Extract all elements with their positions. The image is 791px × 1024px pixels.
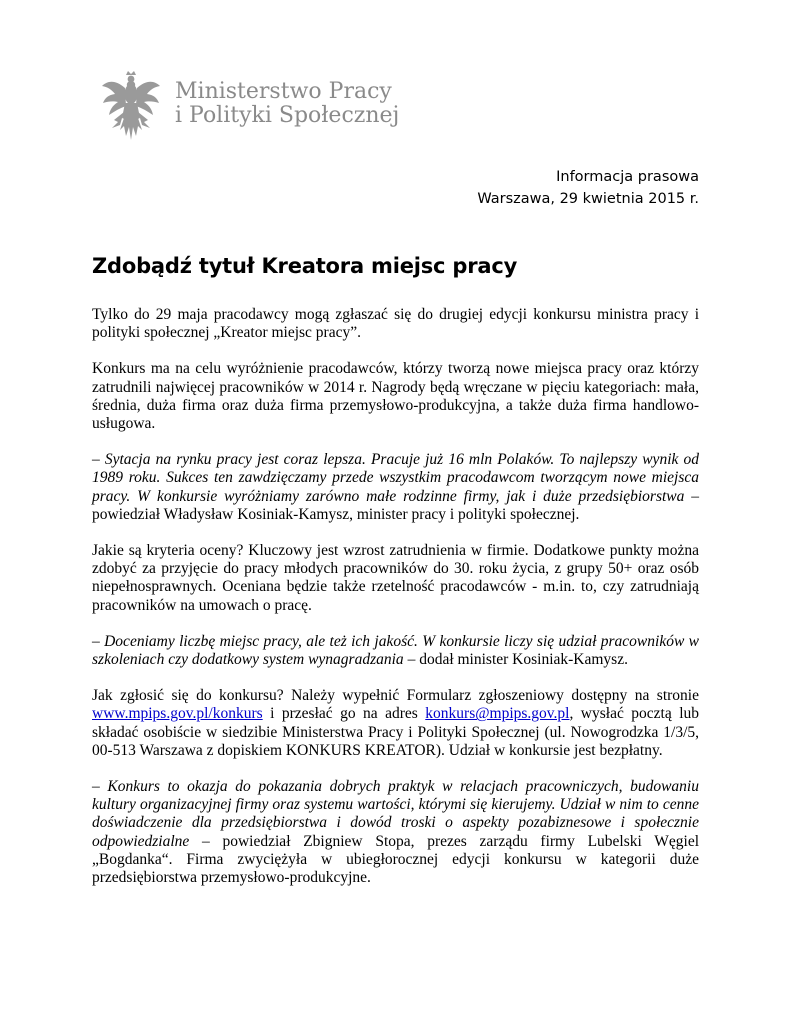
contest-url-link[interactable]: www.mpips.gov.pl/konkurs bbox=[92, 705, 263, 723]
document-type: Informacja prasowa bbox=[556, 169, 699, 185]
quote-attribution: – powiedział Zbigniew Stopa, prezes zarządu firmy Lubelski Węgiel „Bogdanka“. Firma zwyciężyła w ubiegłorocznej edycji konkursu w kategorii duże przedsiębiorstwa przemysłowo-produkcyjne. bbox=[92, 832, 699, 887]
paragraph-contest-goal: Konkurs ma na celu wyróżnienie pracodawców, którzy tworzą nowe miejsca pracy oraz którzy zatrudnili najwięcej pracowników w 2014 r. Nagrody będą wręczane w pięciu kategoriach: mała, średnia, duża firma oraz duża firma przemysłowo-produkcyjna, a także duża firma handlowo-usługowa. bbox=[92, 360, 699, 433]
press-release-meta bbox=[477, 166, 699, 210]
paragraph-minister-quote-2 bbox=[92, 633, 699, 669]
article-body bbox=[92, 306, 699, 905]
paragraph-minister-quote bbox=[92, 451, 699, 524]
paragraph-criteria: Jakie są kryteria oceny? Kluczowy jest wzrost zatrudnienia w firmie. Dodatkowe punkty można zdobyć za przyjęcie do pracy młodych pracowników do 30. roku życia, z grupy 50+ oraz osób niepełnosprawnych. Oceniana będzie także rzetelność pracodawców - m.in. to, czy zatrudniają pracowników na umowach o pracę. bbox=[92, 542, 699, 614]
ministry-name-line1: Ministerstwo Pracy bbox=[175, 79, 392, 104]
paragraph-ceo-quote bbox=[92, 778, 699, 887]
ministry-name bbox=[175, 80, 399, 128]
quote-attribution: – dodał minister Kosiniak-Kamysz. bbox=[403, 651, 628, 669]
contest-email-link[interactable]: konkurs@mpips.gov.pl bbox=[425, 705, 570, 723]
quote-attribution: – powiedział Władysław Kosiniak-Kamysz, minister pracy i polityki społecznej. bbox=[92, 487, 700, 523]
quote-text: – Doceniamy liczbę miejsc pracy, ale też ich jakość. W konkursie liczy się udział pracowników w szkoleniach czy dodatkowy system wynagradzania bbox=[92, 632, 699, 669]
quote-text: – Sytacja na rynku pracy jest coraz lepsza. Pracuje już 16 mln Polaków. To najlepszy wynik od 1989 roku. Sukces ten zawdzięczamy przede wszystkim pracodawcom tworzącym nowe miejsca pracy. W konkursie wyróżniamy zarówno małe rodzinne firmy, jak i duże przedsiębiorstwa bbox=[92, 451, 699, 505]
paragraph-intro: Tylko do 29 maja pracodawcy mogą zgłaszać się do drugiej edycji konkursu ministra pracy i polityki społecznej „Kreator miejsc pracy”. bbox=[92, 306, 699, 342]
paragraph-how-to-apply: Jak zgłosić się do konkursu? Należy wypełnić Formularz zgłoszeniowy dostępny na stronie www.mpips.gov.pl/konkurs i przesłać go na adres konkurs@mpips.gov.pl, wysłać pocztą lub składać osobiście w siedzibie Ministerstwa Pracy i Polityki Społecznej (ul. Nowogrodzka 1/3/5, 00-513 Warszawa z dopiskiem KONKURS KREATOR). Udział w konkursie jest bezpłatny. bbox=[92, 687, 699, 759]
document-date: Warszawa, 29 kwietnia 2015 r. bbox=[477, 191, 699, 207]
eagle-emblem-icon bbox=[100, 70, 162, 142]
quote-text: – Konkurs to okazja do pokazania dobrych praktyk w relacjach pracowniczych, budowaniu kultury organizacyjnej firmy oraz systemu wartości, którymi się kierujemy. Udział w nim to cenne doświadczenie dla przedsiębiorstwa i dowód troski o aspekty pozabiznesowe i społecznie odpowiedzialne bbox=[92, 778, 699, 850]
ministry-name-line2: i Polityki Społecznej bbox=[175, 103, 400, 128]
page-title: Zdobądź tytuł Kreatora miejsc pracy bbox=[92, 254, 518, 278]
